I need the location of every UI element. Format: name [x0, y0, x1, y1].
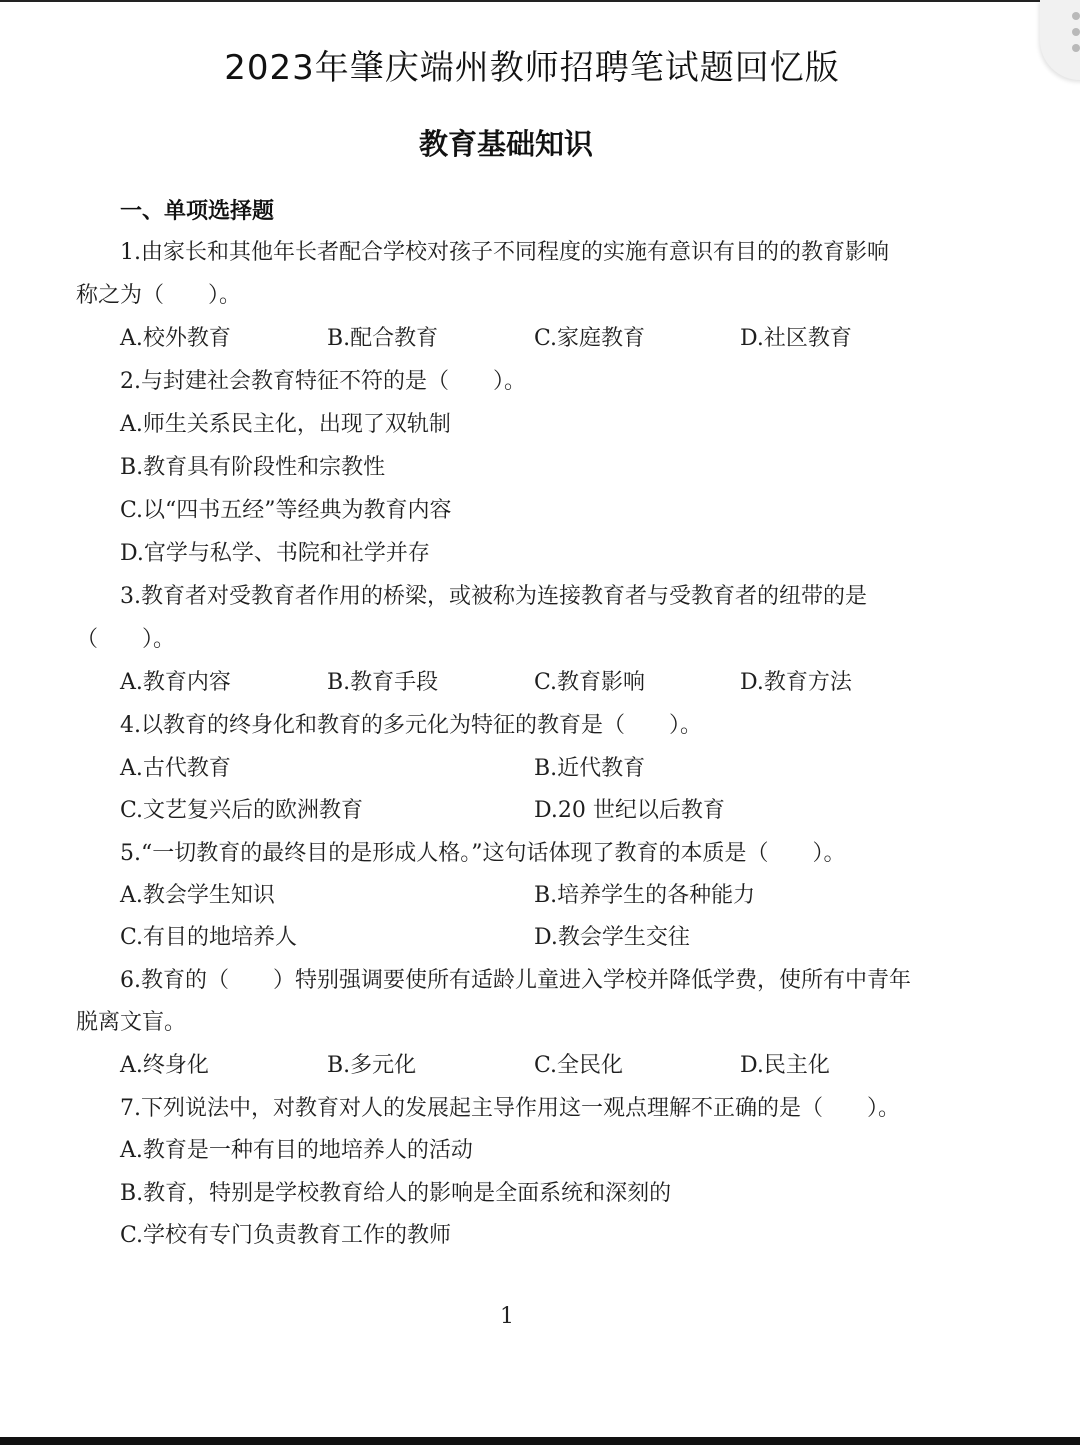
question-4-option-a: A.古代教育	[120, 756, 231, 781]
question-5-option-b: B.培养学生的各种能力	[534, 883, 756, 908]
question-5-option-c: C.有目的地培养人	[120, 925, 298, 950]
question-6-option-d: D.民主化	[740, 1053, 830, 1078]
question-6-text: 6.教育的（ ）特别强调要使所有适龄儿童进入学校并降低学费，使所有中青年	[120, 968, 911, 993]
question-1-text-cont: 称之为（ ）。	[76, 283, 242, 308]
question-1-text: 1.由家长和其他年长者配合学校对孩子不同程度的实施有意识有目的的教育影响	[120, 240, 889, 265]
question-3-option-c: C.教育影响	[534, 670, 646, 695]
page-number: 1	[500, 1304, 514, 1329]
question-1-option-a: A.校外教育	[120, 326, 231, 351]
question-7-text: 7.下列说法中，对教育对人的发展起主导作用这一观点理解不正确的是（ ）。	[120, 1096, 900, 1121]
question-4-text: 4.以教育的终身化和教育的多元化为特征的教育是（ ）。	[120, 713, 702, 738]
question-6-option-b: B.多元化	[327, 1053, 417, 1078]
question-6-option-a: A.终身化	[120, 1053, 209, 1078]
question-1-option-b: B.配合教育	[327, 326, 439, 351]
question-1-option-d: D.社区教育	[740, 326, 852, 351]
question-3-text: 3.教育者对受教育者作用的桥梁，或被称为连接教育者与受教育者的纽带的是	[120, 584, 867, 609]
document-subtitle: 教育基础知识	[418, 127, 593, 161]
question-3-option-b: B.教育手段	[327, 670, 439, 695]
question-2-option-b: B.教育具有阶段性和宗教性	[120, 455, 386, 480]
question-2-option-d: D.官学与私学、书院和社学并存	[120, 541, 430, 566]
question-5-option-a: A.教会学生知识	[120, 883, 275, 908]
question-7-option-c: C.学校有专门负责教育工作的教师	[120, 1223, 452, 1248]
document-title: 2023年肇庆端州教师招聘笔试题回忆版	[224, 48, 840, 88]
question-2-option-a: A.师生关系民主化，出现了双轨制	[120, 412, 451, 437]
section-heading: 一、单项选择题	[120, 199, 275, 224]
question-3-text-cont: （ ）。	[76, 627, 176, 652]
question-4-option-b: B.近代教育	[534, 756, 646, 781]
question-4-option-d: D.20 世纪以后教育	[534, 798, 725, 823]
question-5-option-d: D.教会学生交往	[534, 925, 690, 950]
bottom-border	[0, 1437, 1080, 1445]
question-3-option-d: D.教育方法	[740, 670, 852, 695]
question-2-option-c: C.以“四书五经”等经典为教育内容	[120, 498, 452, 523]
question-2-text: 2.与封建社会教育特征不符的是（ ）。	[120, 369, 526, 394]
question-6-option-c: C.全民化	[534, 1053, 624, 1078]
more-icon	[1072, 12, 1080, 52]
question-1-option-c: C.家庭教育	[534, 326, 646, 351]
question-5-text: 5.“一切教育的最终目的是形成人格。”这句话体现了教育的本质是（ ）。	[120, 841, 846, 866]
question-4-option-c: C.文艺复兴后的欧洲教育	[120, 798, 364, 823]
question-3-option-a: A.教育内容	[120, 670, 231, 695]
question-7-option-a: A.教育是一种有目的地培养人的活动	[120, 1138, 473, 1163]
question-7-option-b: B.教育，特别是学校教育给人的影响是全面系统和深刻的	[120, 1181, 672, 1206]
top-border	[0, 0, 1080, 2]
question-6-text-cont: 脱离文盲。	[76, 1010, 187, 1035]
